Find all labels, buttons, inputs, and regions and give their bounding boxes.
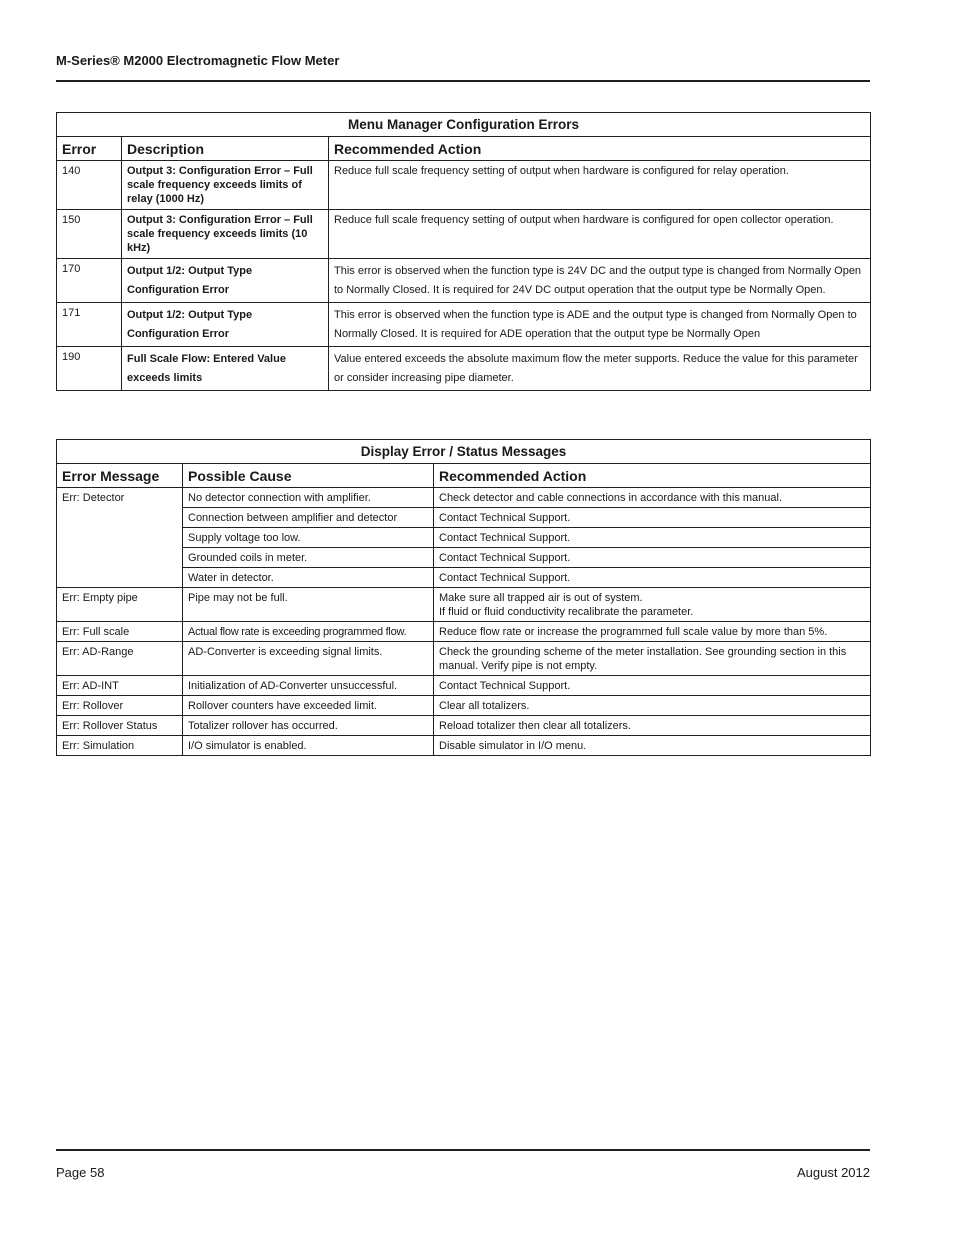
- error-message: Err: Full scale: [57, 622, 183, 642]
- error-description: Full Scale Flow: Entered Value exceeds limits: [122, 347, 329, 391]
- table-row: [57, 259, 871, 303]
- recommended-action: This error is observed when the function type is 24V DC and the output type is changed from Normally Open to Normally Closed. It is required for 24V DC output operation that the output type be Normally Open.: [329, 259, 871, 303]
- recommended-action: [434, 588, 871, 622]
- error-message: Err: Empty pipe: [57, 588, 183, 622]
- table-row: [57, 347, 871, 391]
- possible-cause: Supply voltage too low.: [183, 528, 434, 548]
- possible-cause: No detector connection with amplifier.: [183, 488, 434, 508]
- error-code: 140: [57, 161, 122, 210]
- recommended-action: Reduce flow rate or increase the programmed full scale value by more than 5%.: [434, 622, 871, 642]
- table-row: [57, 588, 871, 622]
- error-description: Output 1/2: Output Type Configuration Error: [122, 303, 329, 347]
- footer-rule: [56, 1149, 870, 1151]
- column-header-possible-cause: Possible Cause: [183, 464, 434, 488]
- recommended-action: Disable simulator in I/O menu.: [434, 736, 871, 756]
- table-row: [57, 488, 871, 508]
- menu-manager-errors-table: [56, 112, 871, 391]
- recommended-action: Reduce full scale frequency setting of output when hardware is configured for relay operation.: [329, 161, 871, 210]
- possible-cause: AD-Converter is exceeding signal limits.: [183, 642, 434, 676]
- error-message: Err: AD-INT: [57, 676, 183, 696]
- error-code: 190: [57, 347, 122, 391]
- table-row: [57, 696, 871, 716]
- recommended-action: Check the grounding scheme of the meter installation. See grounding section in this manual. Verify pipe is not empty.: [434, 642, 871, 676]
- error-message: Err: AD-Range: [57, 642, 183, 676]
- table-row: [57, 716, 871, 736]
- document-title: M-Series® M2000 Electromagnetic Flow Meter: [56, 53, 340, 68]
- display-error-status-table: [56, 439, 871, 756]
- recommended-action: Reload totalizer then clear all totalizers.: [434, 716, 871, 736]
- error-message: Err: Rollover: [57, 696, 183, 716]
- action-line: Make sure all trapped air is out of system.: [439, 592, 643, 604]
- error-message: Err: Simulation: [57, 736, 183, 756]
- recommended-action: Clear all totalizers.: [434, 696, 871, 716]
- table-title: Display Error / Status Messages: [57, 440, 871, 464]
- column-header-recommended-action: Recommended Action: [434, 464, 871, 488]
- error-message: Err: Detector: [57, 488, 183, 588]
- column-header-recommended-action: Recommended Action: [329, 137, 871, 161]
- possible-cause: I/O simulator is enabled.: [183, 736, 434, 756]
- page-number: Page 58: [56, 1165, 105, 1180]
- error-description: Output 3: Configuration Error – Full scale frequency exceeds limits of relay (1000 Hz): [122, 161, 329, 210]
- table-title: Menu Manager Configuration Errors: [57, 113, 871, 137]
- recommended-action: Value entered exceeds the absolute maximum flow the meter supports. Reduce the value for this parameter or consider increasing pipe diameter.: [329, 347, 871, 391]
- table-row: [57, 161, 871, 210]
- table-row: [57, 210, 871, 259]
- recommended-action: This error is observed when the function type is ADE and the output type is changed from Normally Open to Normally Closed. It is required for ADE operation that the output type be Normally Open: [329, 303, 871, 347]
- header-rule: [56, 80, 870, 82]
- recommended-action: Contact Technical Support.: [434, 676, 871, 696]
- error-description: Output 3: Configuration Error – Full scale frequency exceeds limits (10 kHz): [122, 210, 329, 259]
- error-description: Output 1/2: Output Type Configuration Error: [122, 259, 329, 303]
- table-row: [57, 642, 871, 676]
- possible-cause: Connection between amplifier and detector: [183, 508, 434, 528]
- action-line: If fluid or fluid conductivity recalibrate the parameter.: [439, 606, 694, 618]
- possible-cause: Pipe may not be full.: [183, 588, 434, 622]
- recommended-action: Contact Technical Support.: [434, 568, 871, 588]
- possible-cause: Actual flow rate is exceeding programmed flow.: [183, 622, 434, 642]
- recommended-action: Contact Technical Support.: [434, 508, 871, 528]
- error-code: 170: [57, 259, 122, 303]
- column-header-error: Error: [57, 137, 122, 161]
- possible-cause: Rollover counters have exceeded limit.: [183, 696, 434, 716]
- publication-date: August 2012: [796, 1165, 870, 1180]
- possible-cause: Totalizer rollover has occurred.: [183, 716, 434, 736]
- recommended-action: Contact Technical Support.: [434, 528, 871, 548]
- possible-cause: Water in detector.: [183, 568, 434, 588]
- table-row: [57, 303, 871, 347]
- error-message: Err: Rollover Status: [57, 716, 183, 736]
- table-row: [57, 736, 871, 756]
- recommended-action: Check detector and cable connections in accordance with this manual.: [434, 488, 871, 508]
- error-code: 150: [57, 210, 122, 259]
- table-row: [57, 676, 871, 696]
- recommended-action: Reduce full scale frequency setting of output when hardware is configured for open collector operation.: [329, 210, 871, 259]
- recommended-action: Contact Technical Support.: [434, 548, 871, 568]
- error-code: 171: [57, 303, 122, 347]
- possible-cause: Grounded coils in meter.: [183, 548, 434, 568]
- table-row: [57, 622, 871, 642]
- column-header-description: Description: [122, 137, 329, 161]
- column-header-error-message: Error Message: [57, 464, 183, 488]
- possible-cause: Initialization of AD-Converter unsuccessful.: [183, 676, 434, 696]
